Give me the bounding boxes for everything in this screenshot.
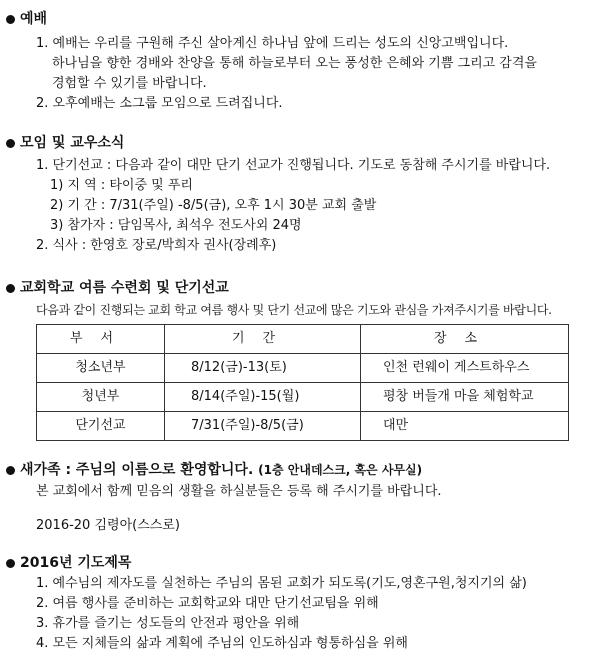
worship-item-1-cont: 하나님을 향한 경배와 찬양을 통해 하늘로부터 오는 풍성한 은혜와 기쁨 그리고 감격을 [52,56,537,71]
table-cell: 8/14(주일)-15(월) [165,383,361,412]
table-row [37,412,569,441]
worship-heading [0,9,600,29]
retreat-section [0,278,600,320]
news-item-1: 1. 단기선교 : 다음과 같이 대만 단기 선교가 진행됩니다. 기도로 동참해 주시기를 바랍니다. [36,158,551,173]
table-cell: 대만 [361,412,569,441]
worship-section [0,9,600,114]
news-sub-3: 3) 참가자 : 담임목사, 최석우 전도사외 24명 [50,218,302,233]
table-cell: 평창 버들개 마을 체험학교 [361,383,569,412]
bullet-icon [6,559,15,568]
worship-item-1-cont: 경험할 수 있기를 바랍니다. [52,76,207,91]
prayer-item: 3. 휴가를 즐기는 성도들의 안전과 평안을 위해 [36,616,300,631]
table-header-cell: 기간 [165,325,361,354]
retreat-heading [0,278,600,298]
prayer-item: 4. 모든 지체들의 삶과 계획에 주님의 인도하심과 형통하심을 위해 [36,636,408,651]
bullet-icon [6,466,15,475]
table-header-cell: 장소 [361,325,569,354]
news-item-2: 2. 식사 : 한영호 장로/박희자 권사(장례후) [36,238,277,253]
family-heading [0,460,600,480]
table-header-cell: 부서 [37,325,165,354]
worship-item-1: 1. 예배는 우리를 구원해 주신 살아계신 하나님 앞에 드리는 성도의 신앙고백입니다. [36,36,509,51]
schedule-table [36,324,569,441]
prayer-item: 2. 여름 행사를 준비하는 교회학교와 대만 단기선교팀을 위해 [36,596,379,611]
bullet-icon [6,139,15,148]
retreat-title: 교회학교 여름 수련회 및 단기선교 [20,280,229,296]
table-cell: 7/31(주일)-8/5(금) [165,412,361,441]
family-title-note: (1층 안내데스크, 혹은 사무실) [258,463,423,477]
news-section [0,133,600,256]
family-section [0,460,600,536]
table-cell: 인천 런웨이 게스트하우스 [361,354,569,383]
news-sub-2: 2) 기 간 : 7/31(주일) -8/5(금), 오후 1시 30분 교회 출발 [50,198,377,213]
prayer-heading [0,553,600,573]
news-heading [0,133,600,153]
table-cell: 청소년부 [37,354,165,383]
family-title: 새가족 : 주님의 이름으로 환영합니다. [20,462,254,478]
prayer-item: 1. 예수님의 제자도를 실천하는 주님의 몸된 교회가 되도록(기도,영혼구원,청지기의 삶) [36,576,527,591]
table-cell: 8/12(금)-13(토) [165,354,361,383]
news-title: 모임 및 교우소식 [20,135,125,151]
table-header-row [37,325,569,354]
bullet-icon [6,284,15,293]
new-member-entry: 2016-20 김령아(스스로) [36,518,180,533]
table-cell: 단기선교 [37,412,165,441]
table-row [37,383,569,412]
bullet-icon [6,15,15,24]
prayer-section [0,553,600,654]
worship-title: 예배 [20,11,48,27]
news-sub-1: 1) 지 역 : 타이중 및 푸리 [50,178,193,193]
worship-item-2: 2. 오후예배는 소그룹 모임으로 드려집니다. [36,96,283,111]
prayer-title: 2016년 기도제목 [20,555,132,571]
table-row [37,354,569,383]
table-cell: 청년부 [37,383,165,412]
family-line: 본 교회에서 함께 믿음의 생활을 하실분들은 등록 해 주시기를 바랍니다. [36,484,442,499]
retreat-intro: 다음과 같이 진행되는 교회 학교 여름 행사 및 단기 선교에 많은 기도와 관심을 가져주시기를 바랍니다. [36,303,552,317]
